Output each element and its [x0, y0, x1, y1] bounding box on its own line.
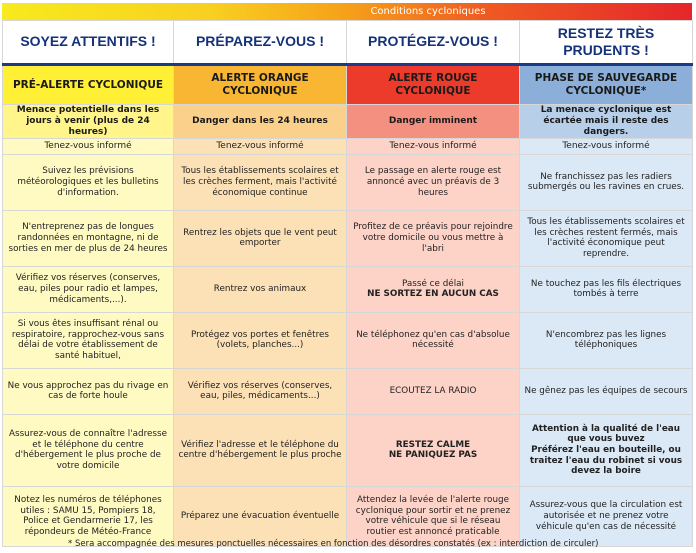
advice-cell: Ne gênez pas les équipes de secours	[520, 368, 693, 414]
advice-cell: Ne touchez pas les fils électriques tombés à terre	[520, 266, 693, 312]
table-row	[3, 210, 693, 266]
phase-row	[3, 65, 693, 105]
threat-row	[3, 105, 693, 139]
advice-cell: Rentrez vos animaux	[174, 266, 347, 312]
header-protegez: PROTÉGEZ-VOUS !	[347, 21, 520, 65]
header-preparez: PRÉPAREZ-VOUS !	[174, 21, 347, 65]
table-row	[3, 486, 693, 546]
header-prudents: RESTEZ TRÈS PRUDENTS !	[520, 21, 693, 65]
advice-cell: Le passage en alerte rouge est annoncé avec un préavis de 3 heures	[347, 154, 520, 210]
phase-pre-alerte: PRÉ-ALERTE CYCLONIQUE	[3, 65, 174, 105]
advice-cell	[347, 414, 520, 486]
advice-cell: Attendez la levée de l'alerte rouge cyclonique pour sortir et ne prenez votre véhicule que si le réseau routier est annoncé praticable	[347, 486, 520, 546]
threat-sauvegarde: La menace cyclonique est écartée mais il reste des dangers.	[520, 105, 693, 139]
table-row	[3, 312, 693, 368]
conditions-banner	[2, 3, 692, 20]
advice-emphasis: RESTEZ CALME	[395, 439, 471, 450]
inform-cell: Tenez-vous informé	[347, 138, 520, 154]
advice-cell: Préparez une évacuation éventuelle	[174, 486, 347, 546]
advice-cell: Vérifiez vos réserves (conserves, eau, piles, médicaments...)	[174, 368, 347, 414]
advice-cell: Assurez-vous de connaître l'adresse et le téléphone du centre d'hébergement le plus proche de votre domicile	[3, 414, 174, 486]
advice-text: Passé ce délai	[402, 278, 464, 289]
table-row	[3, 266, 693, 312]
table-row	[3, 368, 693, 414]
inform-cell: Tenez-vous informé	[174, 138, 347, 154]
advice-cell: Tous les établissements scolaires et les crèches restent fermés, mais l'activité économique peut reprendre.	[520, 210, 693, 266]
phase-sauvegarde: PHASE DE SAUVEGARDE CYCLONIQUE*	[520, 65, 693, 105]
inform-cell: Tenez-vous informé	[520, 138, 693, 154]
advice-cell: Notez les numéros de téléphones utiles : SAMU 15, Pompiers 18, Police et Gendarmerie 17, les répondeurs de Météo-France	[3, 486, 174, 546]
advice-cell	[347, 266, 520, 312]
advice-emphasis: Préférez l'eau en bouteille, ou traitez l'eau du robinet si vous devez la boire	[529, 445, 683, 477]
advice-cell: Vérifiez l'adresse et le téléphone du centre d'hébergement le plus proche	[174, 414, 347, 486]
table-row	[3, 414, 693, 486]
header-row	[3, 21, 693, 65]
advice-cell: Ne téléphonez qu'en cas d'absolue nécessité	[347, 312, 520, 368]
advice-cell: Protégez vos portes et fenêtres (volets, planches...)	[174, 312, 347, 368]
advice-cell: Ne vous approchez pas du rivage en cas de forte houle	[3, 368, 174, 414]
threat-pre-alerte: Menace potentielle dans les jours à venir (plus de 24 heures)	[3, 105, 174, 139]
advice-cell	[520, 414, 693, 486]
inform-cell: Tenez-vous informé	[3, 138, 174, 154]
threat-rouge: Danger imminent	[347, 105, 520, 139]
advice-cell: ECOUTEZ LA RADIO	[347, 368, 520, 414]
advice-cell: Tous les établissements scolaires et les crèches ferment, mais l'activité économique continue	[174, 154, 347, 210]
advice-cell: N'encombrez pas les lignes téléphoniques	[520, 312, 693, 368]
header-attentifs: SOYEZ ATTENTIFS !	[3, 21, 174, 65]
advice-cell: Profitez de ce préavis pour rejoindre votre domicile ou vous mettre à l'abri	[347, 210, 520, 266]
advice-cell: Ne franchissez pas les radiers submergés ou les ravines en crues.	[520, 154, 693, 210]
advice-emphasis: NE PANIQUEZ PAS	[388, 450, 478, 461]
banner-label: Conditions cycloniques	[370, 6, 486, 17]
advice-cell: N'entreprenez pas de longues randonnées en montagne, ni de sorties en mer de plus de 24 heures	[3, 210, 174, 266]
advice-emphasis: NE SORTEZ EN AUCUN CAS	[367, 289, 499, 300]
phase-alerte-orange: ALERTE ORANGE CYCLONIQUE	[174, 65, 347, 105]
phase-alerte-rouge: ALERTE ROUGE CYCLONIQUE	[347, 65, 520, 105]
advice-cell: Si vous êtes insuffisant rénal ou respiratoire, rapprochez-vous sans délai de votre établissement de santé habituel,	[3, 312, 174, 368]
table-row	[3, 154, 693, 210]
advice-cell: Assurez-vous que la circulation est autorisée et ne prenez votre véhicule qu'en cas de nécessité	[520, 486, 693, 546]
advice-cell: Vérifiez vos réserves (conserves, eau, piles pour radio et lampes, médicaments,...).	[3, 266, 174, 312]
inform-row	[3, 138, 693, 154]
advice-cell: Rentrez les objets que le vent peut emporter	[174, 210, 347, 266]
advice-cell: Suivez les prévisions météorologiques et les bulletins d'information.	[3, 154, 174, 210]
threat-orange: Danger dans les 24 heures	[174, 105, 347, 139]
alert-table	[2, 20, 693, 547]
advice-emphasis: Attention à la qualité de l'eau que vous buvez	[531, 423, 680, 445]
footnote: * Sera accompagnée des mesures ponctuelles nécessaires en fonction des désordres constatés (ex : interdiction de circuler)	[68, 539, 599, 549]
